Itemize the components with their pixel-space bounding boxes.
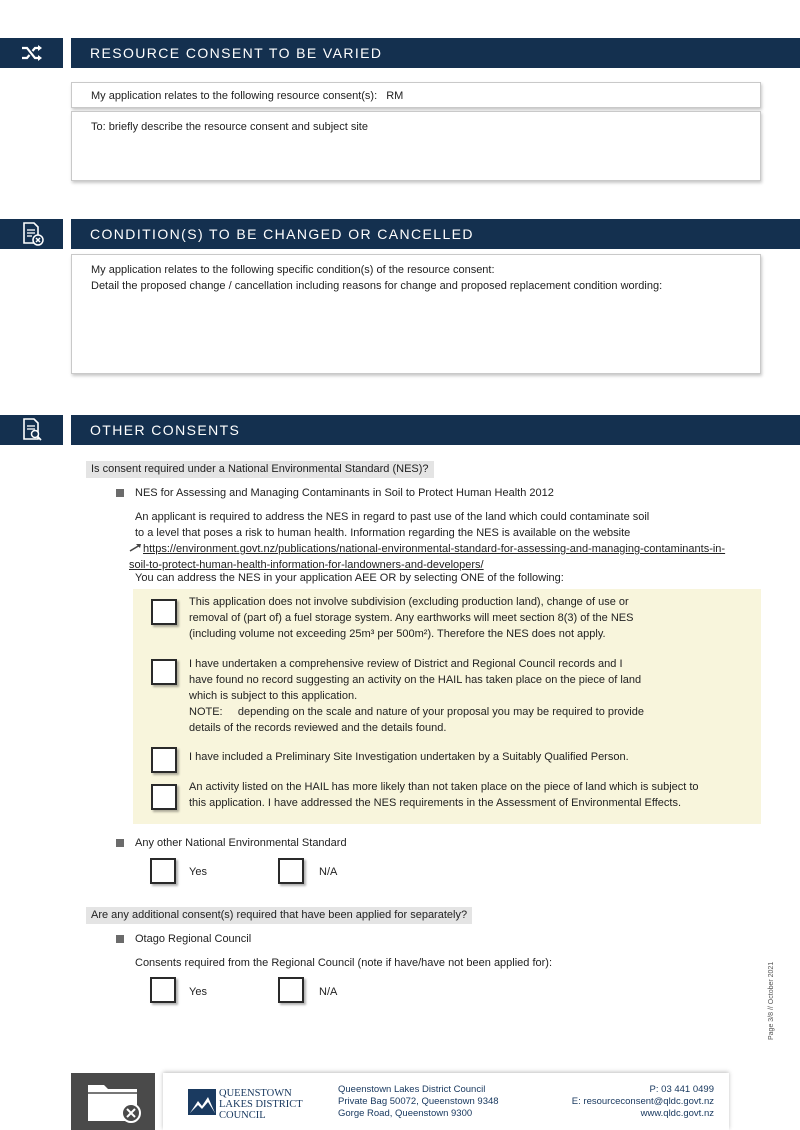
orc-yes-checkbox[interactable] [150,977,176,1003]
nes-option-1-checkbox[interactable] [151,599,177,625]
document-cancel-icon [0,219,63,249]
footer-address: Queenstown Lakes District Council Private Bag 50072, Queenstown 9348 Gorge Road, Queenstown 9300 [338,1084,499,1119]
folder-cancel-icon [71,1073,155,1130]
other-nes-yes-checkbox[interactable] [150,858,176,884]
conditions-field[interactable] [71,254,761,374]
additional-question: Are any additional consent(s) required that have been applied for separately? [86,907,472,924]
other-nes-na-label: N/A [319,866,338,878]
footer-website[interactable]: www.qldc.govt.nz [640,1108,714,1119]
shuffle-icon [0,38,63,68]
describe-consent-field[interactable] [71,111,761,181]
nes-address-line: You can address the NES in your application AEE OR by selecting ONE of the following: [135,572,564,584]
section-title-other: OTHER CONSENTS [71,415,800,445]
consent-number-label: My application relates to the following resource consent(s): [91,90,378,102]
footer-phone: P: 03 441 0499 [649,1084,714,1095]
nes-option-2-text: I have undertaken a comprehensive review of District and Regional Council records and I have found no record suggesting an activity on the HAIL has taken place on the piece of land which is subject to this application. NOTE: depending on the scale and nature of your proposal you may be required to provide details of the records reviewed and the details found. [189,658,644,734]
external-link-icon [129,541,143,557]
nes-website-link-1[interactable]: https://environment.govt.nz/publications/national-environmental-standard-for-assessing-and-managing-contaminants-in- [143,543,726,555]
conditions-line-1: My application relates to the following specific condition(s) of the resource consent: [91,264,495,276]
conditions-line-2: Detail the proposed change / cancellation including reasons for change and proposed replacement condition wording: [91,280,663,292]
other-nes-yes-label: Yes [189,866,207,878]
nes-option-3-checkbox[interactable] [151,747,177,773]
footer [163,1073,729,1130]
nes-option-3-text: I have included a Preliminary Site Investigation undertaken by a Suitably Qualified Person. [189,751,629,763]
nes-website-link-2[interactable]: soil-to-protect-human-health-information-for-landowners-and-developers/ [129,559,484,572]
orc-bullet [116,933,251,945]
page-number: Page 3/8 // October 2021 [768,961,775,1040]
nes-option-4-text: An activity listed on the HAIL has more likely than not taken place on the piece of land which is subject to this application. I have addressed the NES requirements in the Assessment of Environmental Effects. [189,781,699,809]
nes-paragraph [135,509,649,541]
document-search-icon [0,415,63,445]
qldc-mountain-logo-icon [188,1089,216,1115]
orc-yes-label: Yes [189,986,207,998]
consent-number-field[interactable] [71,82,761,108]
nes-para-line-2: to a level that poses a risk to human health. Information regarding the NES is available on the website [135,527,631,539]
orc-na-checkbox[interactable] [278,977,304,1003]
nes-bullet [116,487,554,499]
nes-option-2-checkbox[interactable] [151,659,177,685]
nes-option-4-checkbox[interactable] [151,784,177,810]
other-nes-bullet-text: Any other National Environmental Standard [135,837,347,849]
nes-bullet-text: NES for Assessing and Managing Contaminants in Soil to Protect Human Health 2012 [135,487,554,499]
nes-link-block [129,541,769,573]
section-title-varied: RESOURCE CONSENT TO BE VARIED [71,38,800,68]
orc-na-label: N/A [319,986,338,998]
orc-bullet-text: Otago Regional Council [135,933,252,945]
other-nes-na-checkbox[interactable] [278,858,304,884]
section-title-conditions: CONDITION(S) TO BE CHANGED OR CANCELLED [71,219,800,249]
nes-option-1-text: This application does not involve subdivision (excluding production land), change of use or removal of (part of) a fuel storage system. Any earthworks will meet section 8(3) of the NES (including volume not exceeding 25m³ per 500m²). Therefore the NES does not apply. [189,596,634,640]
consent-number-value: RM [386,90,404,102]
nes-para-line-1: An applicant is required to address the NES in regard to past use of the land which could contaminate soil [135,511,650,523]
footer-email[interactable]: E: resourceconsent@qldc.govt.nz [571,1096,714,1107]
qldc-logo-text: QUEENSTOWN LAKES DISTRICT COUNCIL [219,1088,303,1121]
other-nes-bullet [116,837,347,849]
orc-consents-line: Consents required from the Regional Council (note if have/have not been applied for): [135,957,553,969]
nes-question: Is consent required under a National Environmental Standard (NES)? [86,461,434,478]
describe-consent-label: To: briefly describe the resource consent and subject site [91,121,368,133]
footer-contact [572,1084,714,1120]
